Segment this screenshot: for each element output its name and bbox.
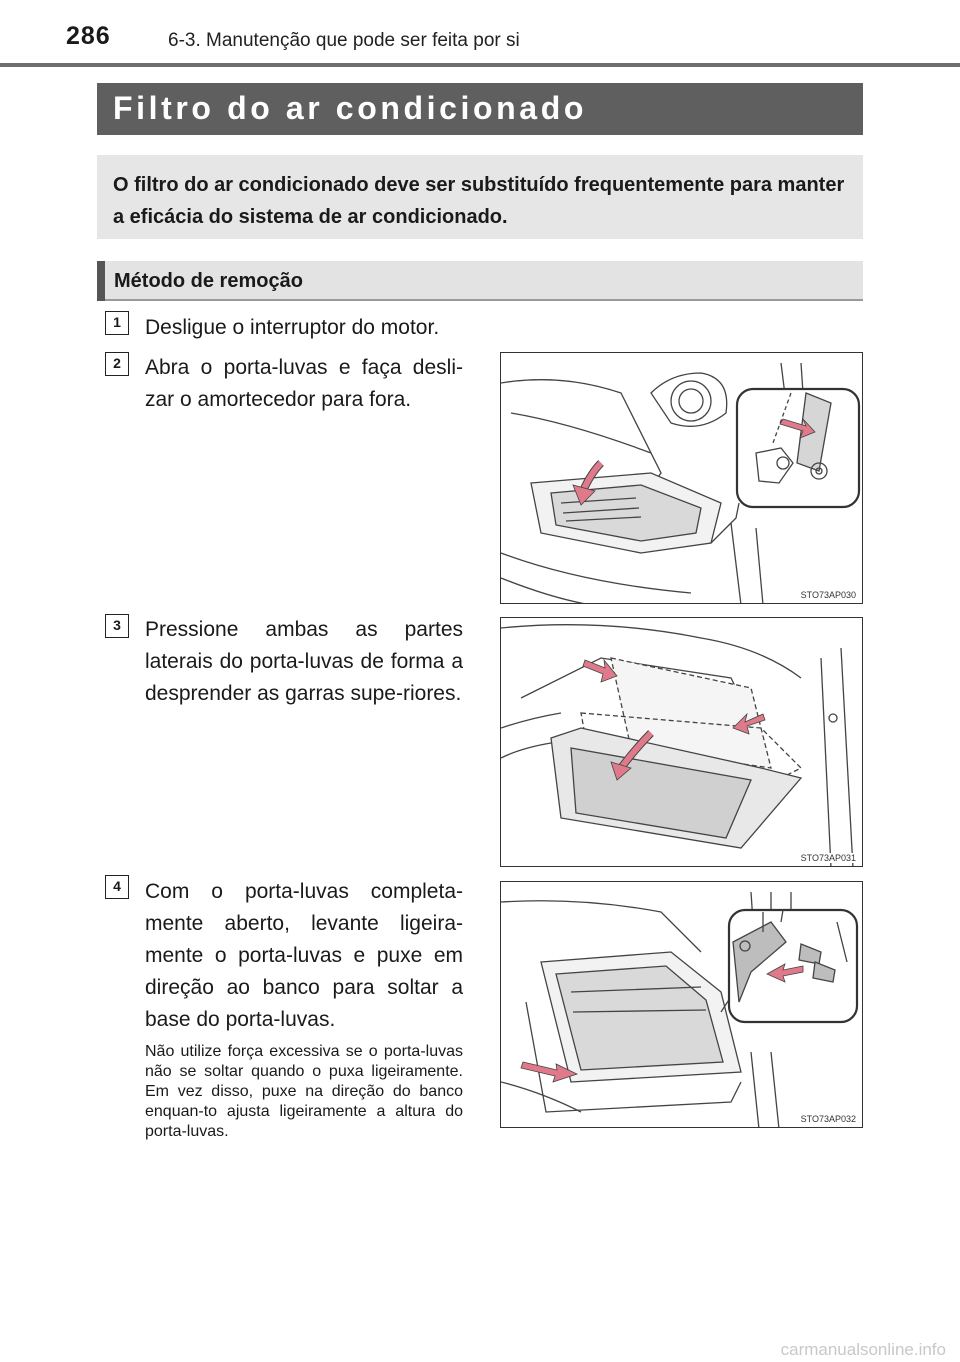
- step-3-number: 3: [105, 614, 129, 638]
- step-4-figure: [500, 881, 863, 1128]
- glovebox-damper-illustration: [501, 353, 863, 604]
- figure-code: STO73AP032: [800, 1114, 856, 1124]
- watermark: carmanualsonline.info: [780, 1340, 946, 1359]
- glovebox-sides-illustration: [501, 618, 863, 867]
- step-1-number: 1: [105, 311, 129, 335]
- intro-box: [97, 155, 863, 239]
- figure-code: STO73AP031: [800, 853, 856, 863]
- section-breadcrumb: 6-3. Manutenção que pode ser feita por si: [168, 30, 520, 51]
- section-title-bar: [97, 83, 863, 135]
- page-header: [0, 0, 960, 70]
- page-number: 286: [66, 22, 111, 50]
- step-2-number: 2: [105, 352, 129, 376]
- figure-code: STO73AP030: [800, 590, 856, 600]
- step-3-text: Pressione ambas as partes laterais do porta-luvas de forma a desprender as garras supe-riores.: [145, 618, 463, 705]
- subsection-accent: [97, 261, 105, 301]
- step-2-figure: [500, 352, 863, 604]
- step-1-text: Desligue o interruptor do motor.: [145, 316, 440, 339]
- glovebox-release-illustration: [501, 882, 863, 1128]
- section-title: Filtro do ar condicionado: [113, 90, 587, 126]
- step-3-figure: [500, 617, 863, 867]
- step-4-text: Com o porta-luvas completa-mente aberto, levante ligeira-mente o porta-luvas e puxe em direção ao banco para soltar a base do porta-luvas.: [145, 880, 463, 1031]
- subsection-bar: [97, 261, 863, 301]
- intro-text: O filtro do ar condicionado deve ser substituído frequentemente para manter a eficácia do sistema de ar condicionado.: [113, 174, 845, 228]
- header-divider: [0, 63, 960, 67]
- step-2-text: Abra o porta-luvas e faça desli-zar o amortecedor para fora.: [145, 356, 463, 411]
- step-4-number: 4: [105, 875, 129, 899]
- subsection-title: Método de remoção: [114, 270, 303, 292]
- step-4-note: Não utilize força excessiva se o porta-luvas não se soltar quando o puxa ligeiramente. Em vez disso, puxe na direção do banco enquan-to ajusta ligeiramente a altura do porta-luvas.: [145, 1043, 463, 1140]
